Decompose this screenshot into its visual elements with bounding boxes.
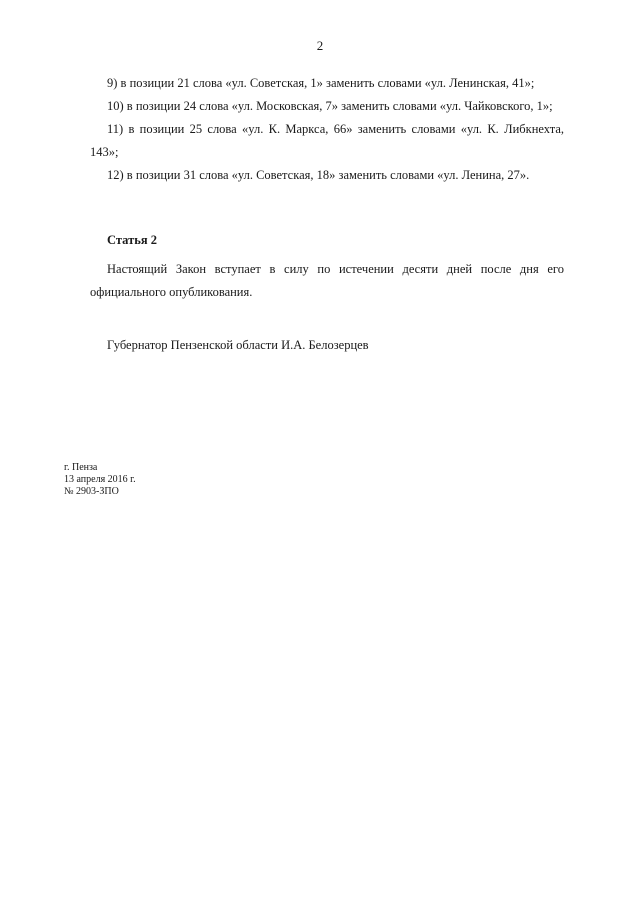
page-number: 2	[316, 38, 324, 53]
footer-law-number: № 2903-ЗПО	[64, 486, 119, 497]
amendment-item-12: 12) в позиции 31 слова «ул. Советская, 18» заменить словами «ул. Ленина, 27».	[107, 168, 530, 182]
article-body	[90, 258, 564, 304]
footer-city: г. Пенза	[64, 462, 98, 473]
amendment-item-11: 11) в позиции 25 слова «ул. К. Маркса, 66» заменить словами «ул. К. Либкнехта, 143»;	[90, 122, 564, 159]
article-heading: Статья 2	[107, 233, 157, 247]
footer-date: 13 апреля 2016 г.	[64, 474, 136, 485]
amendment-item-9: 9) в позиции 21 слова «ул. Советская, 1» заменить словами «ул. Ленинская, 41»;	[107, 76, 535, 90]
amendment-item-10: 10) в позиции 24 слова «ул. Московская, 7» заменить словами «ул. Чайковского, 1»;	[107, 99, 553, 113]
document-footer	[64, 462, 136, 498]
article-text: Настоящий Закон вступает в силу по истечении десяти дней после дня его официального опубликования.	[90, 262, 564, 299]
amendment-list	[90, 72, 564, 187]
governor-signature: Губернатор Пензенской области И.А. Белозерцев	[107, 338, 369, 352]
